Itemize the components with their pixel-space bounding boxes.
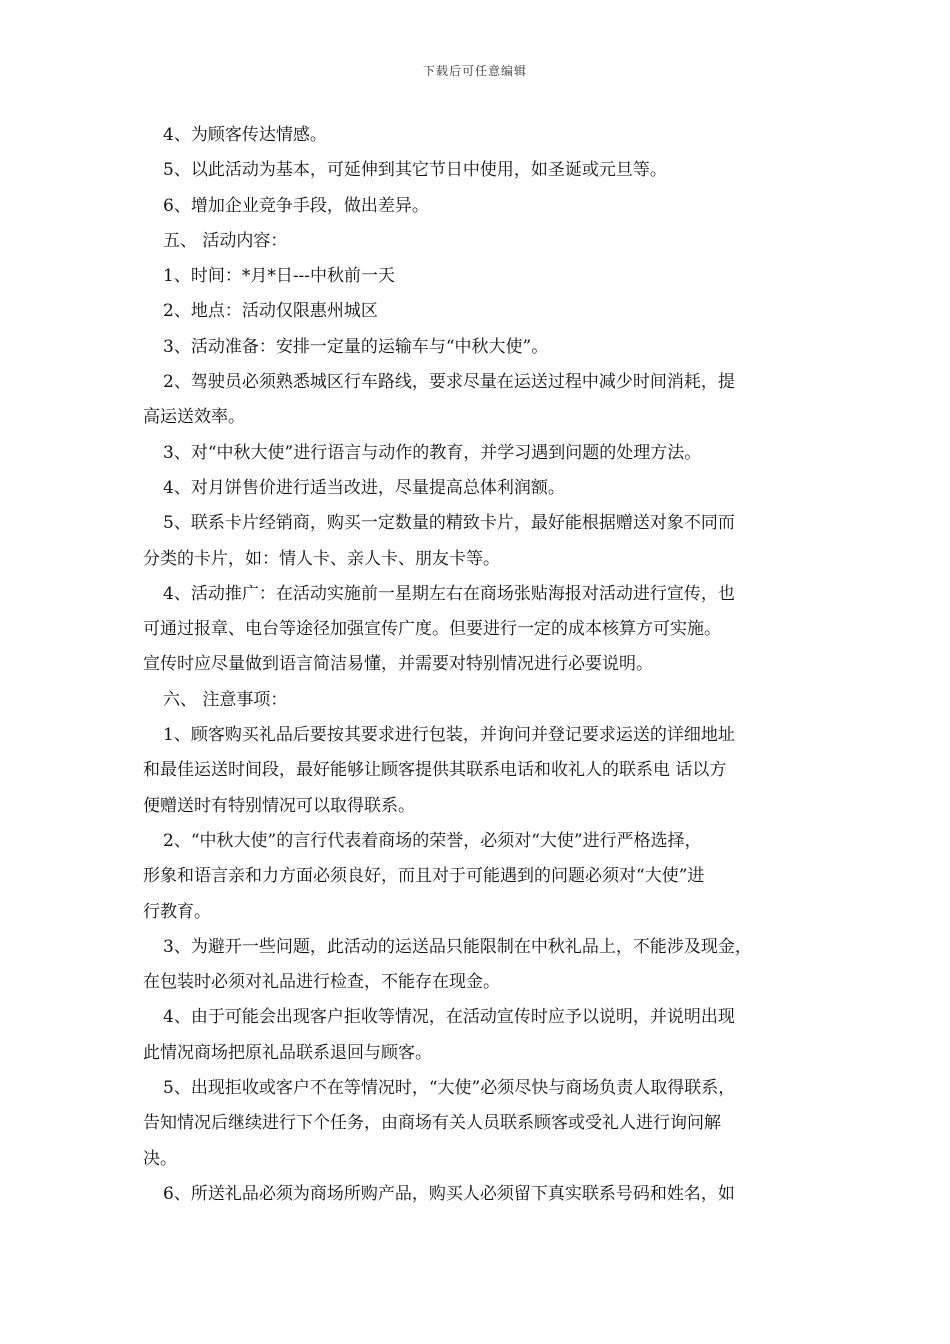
text-line-21: 2、“中秋大使”的言行代表着商场的荣誉，必须对“大使”进行严格选择， xyxy=(163,830,702,851)
text-line-19: 和最佳运送时间段，最好能够让顾客提供其联系电话和收礼人的联系电 话以方 xyxy=(143,760,727,781)
text-line-25: 在包装时必须对礼品进行检查，不能存在现金。 xyxy=(143,972,500,993)
text-line-28: 5、出现拒收或客户不在等情况时，“大使”必须尽快与商场负责人取得联系， xyxy=(163,1078,736,1099)
text-line-8: 2、驾驶员必须熟悉城区行车路线，要求尽量在运送过程中减少时间消耗，提 xyxy=(163,372,735,393)
section-heading-5: 五、 活动内容： xyxy=(163,230,288,251)
text-line-22: 形象和语言亲和力方面必须良好，而且对于可能遇到的问题必须对“大使”进 xyxy=(143,866,705,887)
text-line-15: 可通过报章、电台等途径加强宣传广度。但要进行一定的成本核算方可实施。 xyxy=(143,619,721,640)
text-line-9: 高运送效率。 xyxy=(143,407,245,428)
text-line-6: 2、地点：活动仅限惠州城区 xyxy=(163,301,378,322)
page-header-note: 下载后可任意编辑 xyxy=(422,64,527,78)
text-line-23: 行教育。 xyxy=(143,901,211,922)
text-line-31: 6、所送礼品必须为商场所购产品，购买人必须留下真实联系号码和姓名，如 xyxy=(163,1183,735,1204)
text-line-7: 3、活动准备：安排一定量的运输车与“中秋大使”。 xyxy=(163,336,549,357)
section-heading-6: 六、 注意事项： xyxy=(163,689,288,710)
text-line-29: 告知情况后继续进行下个任务，由商场有关人员联系顾客或受礼人进行询问解 xyxy=(143,1113,721,1134)
text-line-1: 4、为顾客传达情感。 xyxy=(163,125,327,145)
text-line-11: 4、对月饼售价进行适当改进，尽量提高总体利润额。 xyxy=(163,477,565,498)
text-line-2: 5、以此活动为基本，可延伸到其它节日中使用，如圣诞或元旦等。 xyxy=(163,160,667,181)
text-line-13: 分类的卡片，如：情人卡、亲人卡、朋友卡等。 xyxy=(143,548,500,569)
text-line-24: 3、为避开一些问题，此活动的运送品只能限制在中秋礼品上，不能涉及现金， xyxy=(163,936,752,957)
text-line-16: 宣传时应尽量做到语言简洁易懂，并需要对特别情况进行必要说明。 xyxy=(143,654,653,675)
text-line-12: 5、联系卡片经销商，购买一定数量的精致卡片，最好能根据赠送对象不同而 xyxy=(163,513,735,534)
text-line-3: 6、增加企业竞争手段，做出差异。 xyxy=(163,195,429,216)
text-line-18: 1、顾客购买礼品后要按其要求进行包装，并询问并登记要求运送的详细地址 xyxy=(163,725,735,746)
text-line-27: 此情况商场把原礼品联系退回与顾客。 xyxy=(143,1042,432,1063)
text-line-30: 决。 xyxy=(143,1148,177,1169)
text-line-14: 4、活动推广：在活动实施前一星期左右在商场张贴海报对活动进行宣传，也 xyxy=(163,583,735,604)
document-body xyxy=(143,118,813,1212)
text-line-5: 1、时间：*月*日---中秋前一天 xyxy=(163,266,396,287)
text-line-26: 4、由于可能会出现客户拒收等情况，在活动宣传时应予以说明，并说明出现 xyxy=(163,1007,735,1028)
text-line-10: 3、对“中秋大使”进行语言与动作的教育，并学习遇到问题的处理方法。 xyxy=(163,442,702,463)
text-line-20: 便赠送时有特别情况可以取得联系。 xyxy=(143,795,415,816)
